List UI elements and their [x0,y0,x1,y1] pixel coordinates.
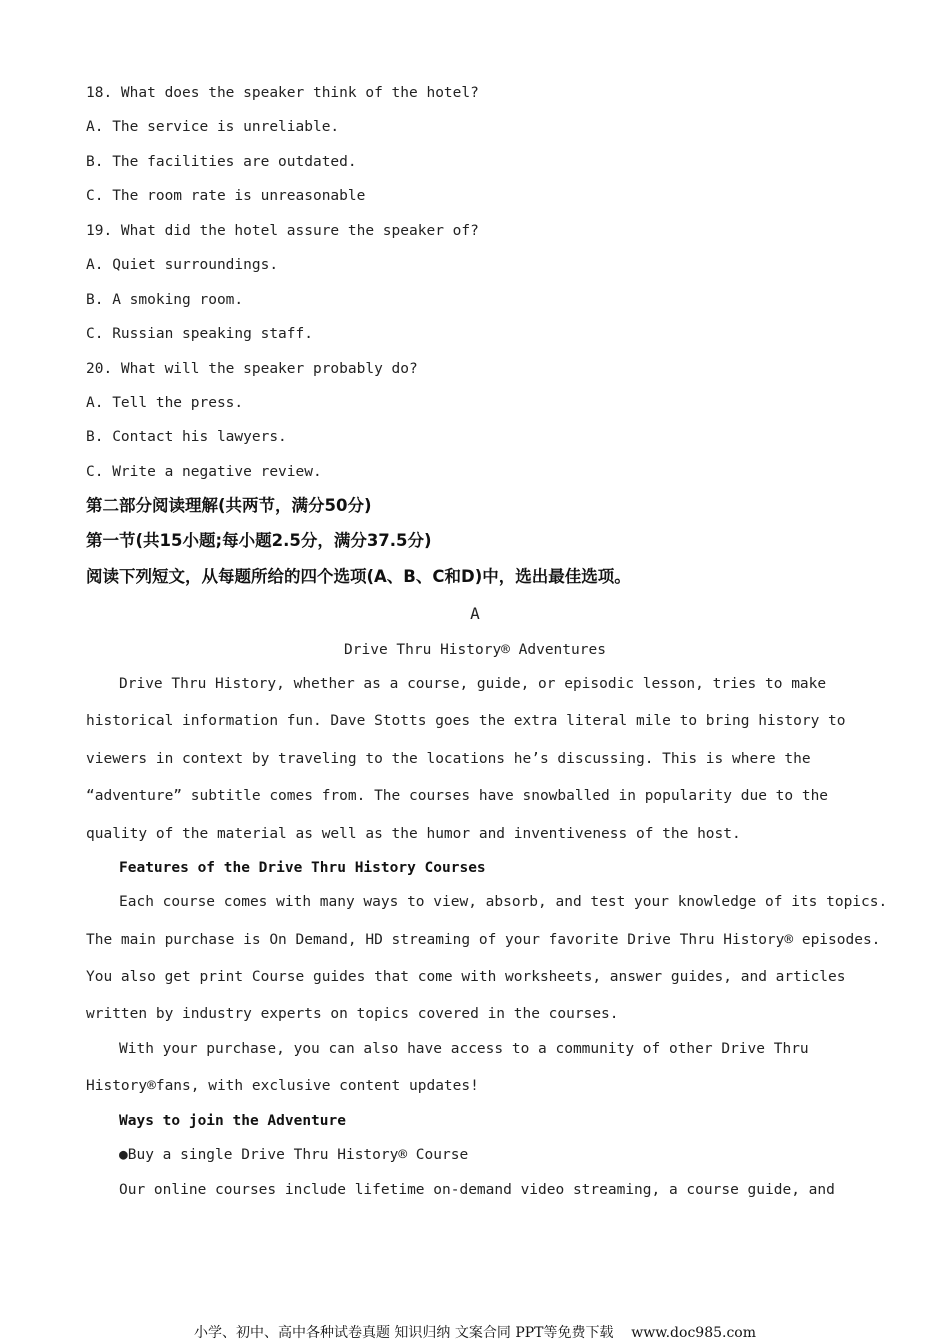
paragraph-1-line: viewers in context by traveling to the locations he’s discussing. This is where the [86,751,811,767]
question-20-option-b: B. Contact his lawyers. [86,429,287,445]
question-20-stem: 20. What will the speaker probably do? [86,361,418,377]
paragraph-3-line: History®fans, with exclusive content updates! [86,1078,479,1094]
bullet-single-course: ●Buy a single Drive Thru History® Course [119,1147,469,1163]
question-18-option-b: B. The facilities are outdated. [86,154,357,170]
question-18-option-a: A. The service is unreliable. [86,119,340,135]
paragraph-2-line: You also get print Course guides that come with worksheets, answer guides, and articles [86,969,846,985]
question-20-option-c: C. Write a negative review. [86,464,322,480]
question-19-option-b: B. A smoking room. [86,292,244,308]
paragraph-1-line: historical information fun. Dave Stotts goes the extra literal mile to bring history to [86,713,846,729]
paragraph-4-line: Our online courses include lifetime on-demand video streaming, a course guide, and [119,1182,835,1198]
question-19-option-a: A. Quiet surroundings. [86,257,279,273]
paragraph-2-line: The main purchase is On Demand, HD streaming of your favorite Drive Thru History® episodes. [86,932,881,948]
question-19-stem: 19. What did the hotel assure the speaker of? [86,223,479,239]
ways-heading: Ways to join the Adventure [119,1113,346,1129]
paragraph-1-line: quality of the material as well as the humor and inventiveness of the host. [86,826,741,842]
part2-heading: 第二部分阅读理解(共两节，满分50分) [86,496,372,515]
question-18-stem: 18. What does the speaker think of the hotel? [86,85,479,101]
passage-letter: A [470,604,480,623]
section1-heading: 第一节(共15小题;每小题2.5分，满分37.5分) [86,531,432,550]
reading-instruction: 阅读下列短文，从每题所给的四个选项(A、B、C和D)中，选出最佳选项。 [86,567,631,586]
paragraph-2-line: written by industry experts on topics covered in the courses. [86,1006,619,1022]
paragraph-3-line: With your purchase, you can also have access to a community of other Drive Thru [119,1041,809,1057]
paragraph-1-line: Drive Thru History, whether as a course, guide, or episodic lesson, tries to make [119,676,827,692]
paragraph-2-line: Each course comes with many ways to view, absorb, and test your knowledge of its topics. [119,894,888,910]
question-18-option-c: C. The room rate is unreasonable [86,188,366,204]
passage-title: Drive Thru History® Adventures [344,642,606,658]
paragraph-1-line: “adventure” subtitle comes from. The courses have snowballed in popularity due to the [86,788,829,804]
features-heading: Features of the Drive Thru History Courses [119,860,486,876]
question-19-option-c: C. Russian speaking staff. [86,326,313,342]
page-footer: 小学、初中、高中各种试卷真题 知识归纳 文案合同 PPT等免费下载 www.doc985.com [193,1325,756,1341]
question-20-option-a: A. Tell the press. [86,395,244,411]
